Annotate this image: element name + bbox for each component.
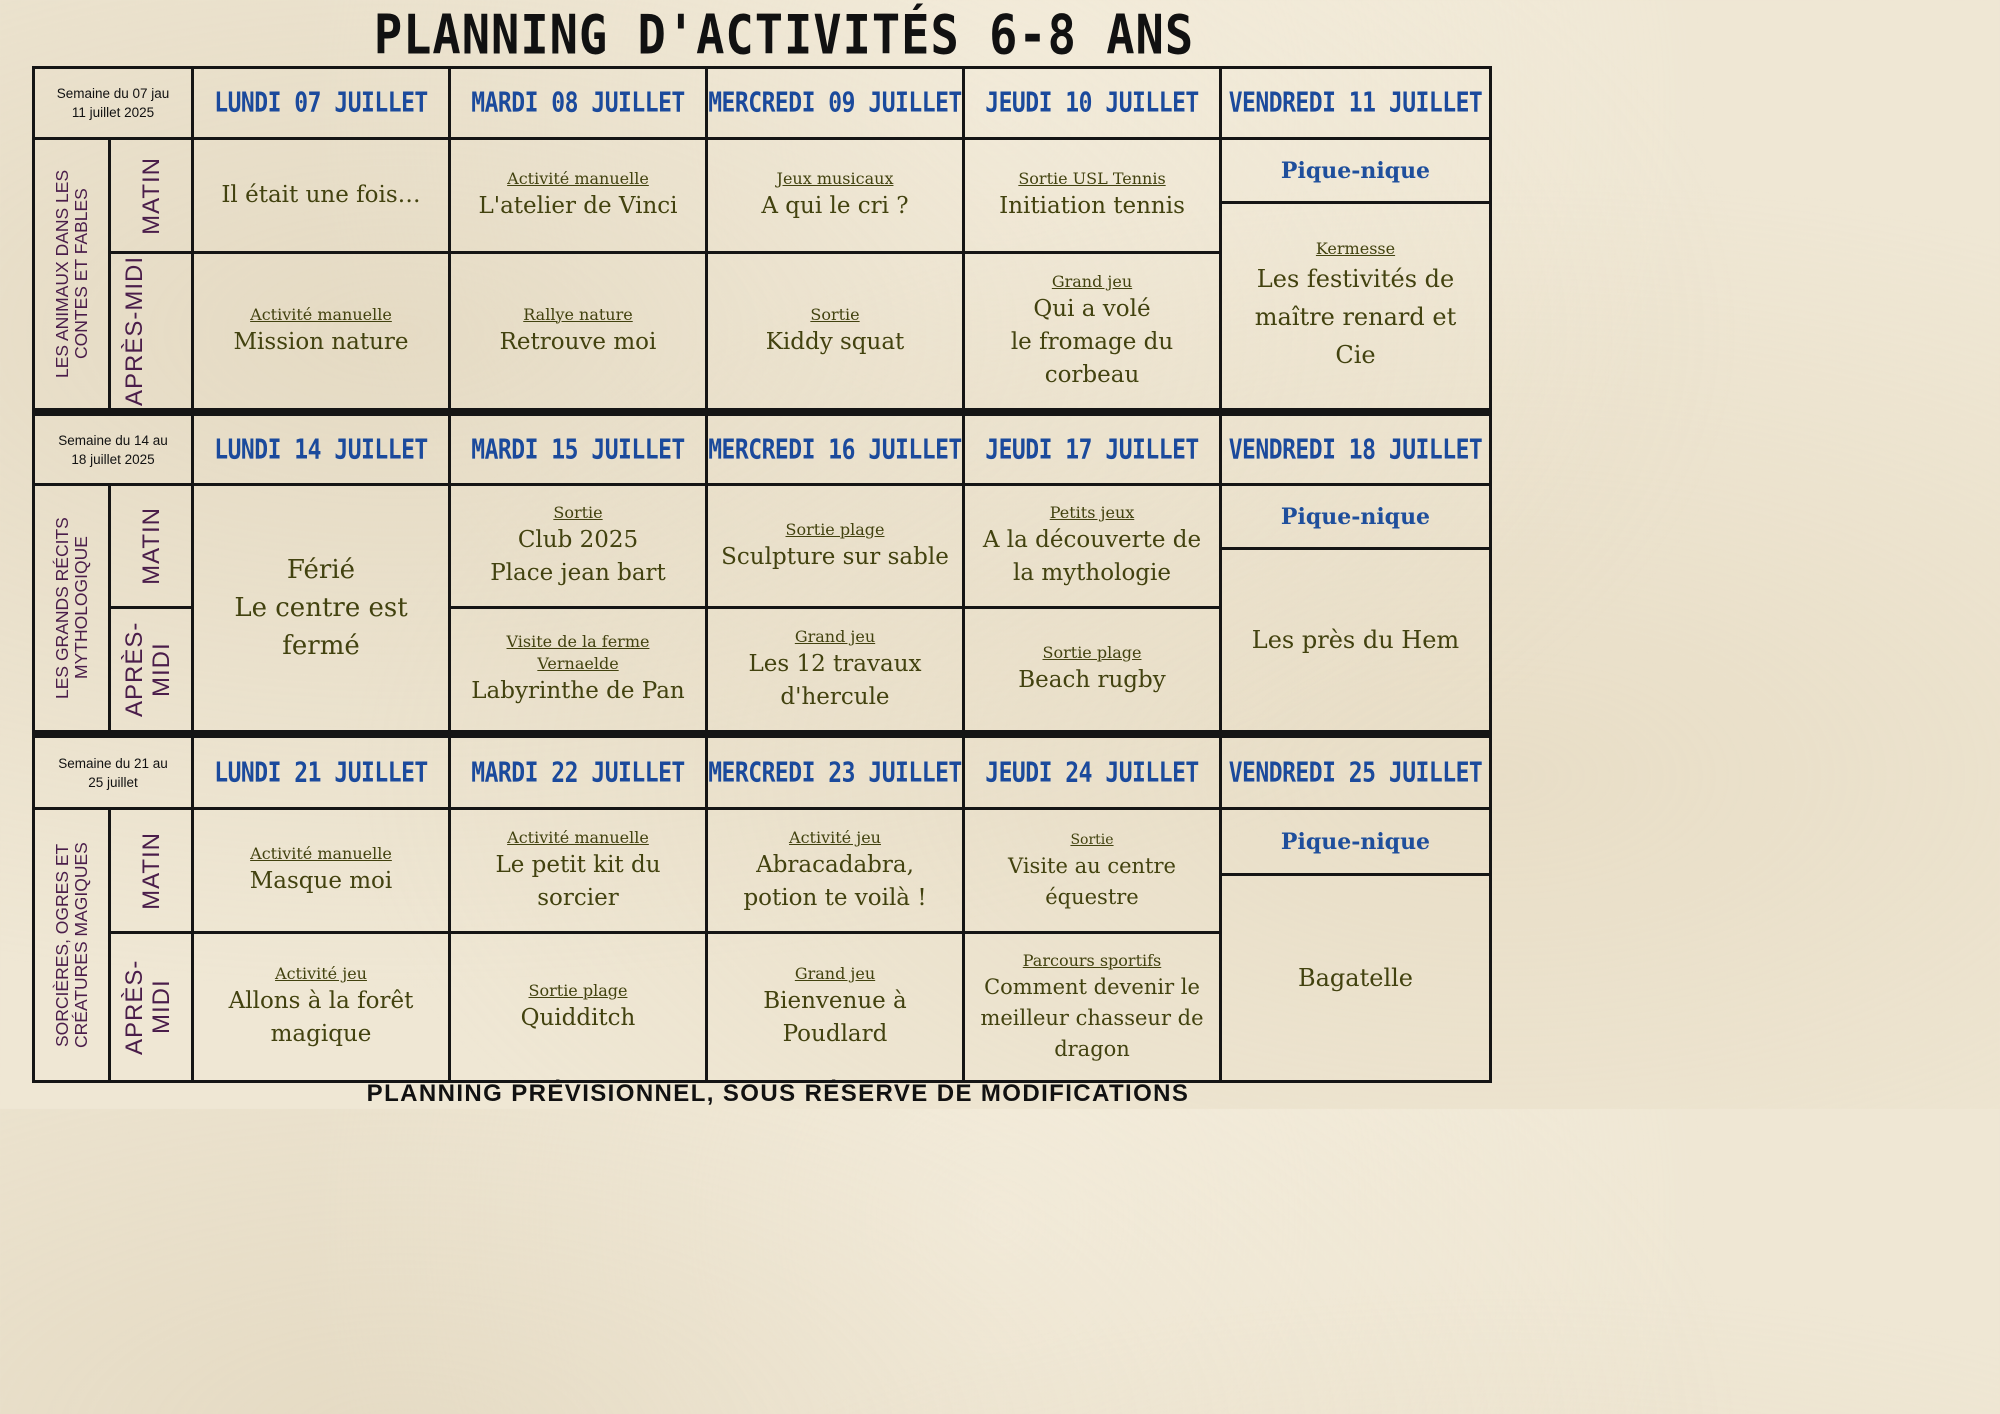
activity-title-line: meilleur chasseur de: [980, 1005, 1204, 1030]
activity-title-line: équestre: [1045, 884, 1139, 909]
week-theme-3: [32, 807, 111, 1083]
activity-cell: [705, 483, 965, 609]
activity-title: Retrouve moi: [499, 328, 657, 355]
period-label: APRÈS-MIDI: [121, 621, 175, 718]
activity-title-line: Bienvenue à: [763, 988, 907, 1014]
day-header: [962, 66, 1222, 140]
day-header-text: MERCREDI 16 JUILLET: [708, 433, 962, 466]
activity-title-line: Les festivités de: [1256, 265, 1455, 293]
period-label: APRÈS-MIDI: [121, 255, 148, 406]
holiday-cell: [191, 483, 451, 733]
activity-category: Sortie plage: [1042, 643, 1142, 662]
day-header: [705, 66, 965, 140]
day-header-text: VENDREDI 11 JUILLET: [1228, 87, 1483, 119]
activity-cell: [448, 251, 708, 411]
day-header-text: VENDREDI 18 JUILLET: [1228, 433, 1483, 466]
activity-cell: [962, 483, 1222, 609]
day-header-text: MERCREDI 23 JUILLET: [708, 756, 962, 789]
period-label: MATIN: [137, 507, 165, 585]
activity-title: Il était une fois…: [221, 182, 421, 208]
day-header-text: JEUDI 10 JUILLET: [985, 87, 1199, 119]
activity-cell: [705, 931, 965, 1083]
week-theme-text: LES GRANDS RÉCITS MYTHOLOGIQUE: [51, 517, 91, 699]
day-header-text: VENDREDI 25 JUILLET: [1228, 756, 1483, 789]
day-header: [448, 411, 708, 486]
picnic-cell: [1219, 807, 1492, 876]
activity-category: Sortie plage: [528, 980, 628, 1000]
activity-title-line: sorcier: [537, 884, 619, 911]
activity-category: Activité manuelle: [250, 844, 392, 863]
day-header: [1219, 733, 1492, 810]
activity-title-line: Poudlard: [782, 1021, 888, 1047]
activity-category: Activité jeu: [275, 964, 367, 983]
activity-category: Sortie plage: [785, 519, 885, 539]
activity-title: Quidditch: [520, 1004, 636, 1031]
activity-title-line: Les 12 travaux: [748, 650, 922, 677]
activity-title: Les près du Hem: [1251, 625, 1460, 654]
disclaimer-footer: PLANNING PRÉVISIONNEL, SOUS RÉSERVE DE MODIFICATIONS: [366, 1080, 1190, 1107]
activity-title: Beach rugby: [1018, 667, 1166, 693]
week-theme-text: LES ANIMAUX DANS LES CONTES ET FABLES: [51, 169, 91, 379]
activity-cell: [448, 807, 708, 934]
activity-title-line: le fromage du: [1010, 328, 1174, 355]
picnic-label: Pique-nique: [1280, 828, 1431, 855]
activity-title: Labyrinthe de Pan: [471, 678, 685, 704]
activity-title: Initiation tennis: [999, 193, 1185, 219]
activity-category: Jeux musicaux: [776, 169, 894, 188]
day-header: [705, 411, 965, 486]
period-afternoon: [108, 931, 194, 1083]
day-header: [705, 733, 965, 810]
activity-title: A qui le cri ?: [761, 193, 909, 219]
week-label-2: [32, 411, 194, 486]
activity-cell: [962, 807, 1222, 934]
activity-cell: [705, 137, 965, 254]
period-morning: [108, 483, 194, 609]
picnic-label: Pique-nique: [1280, 157, 1431, 184]
day-header-text: MERCREDI 09 JUILLET: [708, 87, 962, 119]
activity-title-line: Visite au centre: [1008, 853, 1176, 878]
activity-category: Grand jeu: [794, 626, 876, 646]
activity-title-line: Comment devenir le: [984, 974, 1200, 999]
activity-title-line: magique: [270, 1021, 372, 1047]
activity-category: Grand jeu: [794, 964, 876, 983]
activity-category: Kermesse: [1315, 239, 1396, 258]
activity-cell: [191, 931, 451, 1083]
activity-cell: [962, 931, 1222, 1083]
day-header: [1219, 66, 1492, 140]
activity-title-line: la mythologie: [1013, 560, 1171, 586]
day-header-text: MARDI 08 JUILLET: [471, 87, 685, 119]
activity-cell: [1219, 873, 1492, 1083]
week-label-text: Semaine du 07 jau 11 juillet 2025: [56, 86, 170, 120]
activity-title-line: Le petit kit du: [495, 851, 661, 878]
activity-cell: [1219, 547, 1492, 733]
activity-cell: [962, 606, 1222, 733]
week-theme-2: [32, 483, 111, 733]
day-header-text: JEUDI 24 JUILLET: [985, 756, 1199, 789]
page-title: PLANNING D'ACTIVITÉS 6-8 ANS: [373, 3, 1195, 68]
activity-title-line: Place jean bart: [490, 560, 666, 586]
activity-cell: [191, 251, 451, 411]
day-header-text: LUNDI 14 JUILLET: [214, 433, 428, 466]
activity-title: Bagatelle: [1297, 963, 1414, 992]
activity-title-line: A la découverte de: [982, 527, 1202, 553]
activity-category: Activité manuelle: [507, 169, 649, 188]
activity-category: Activité manuelle: [507, 827, 649, 847]
activity-title: Sculpture sur sable: [721, 543, 949, 570]
day-header-text: JEUDI 17 JUILLET: [985, 433, 1199, 466]
period-afternoon: [108, 251, 194, 411]
activity-cell: [962, 137, 1222, 254]
activity-title: L'atelier de Vinci: [478, 193, 678, 219]
day-header: [191, 733, 451, 810]
day-header: [448, 733, 708, 810]
period-afternoon: [108, 606, 194, 733]
week-theme-1: [32, 137, 111, 411]
picnic-cell: [1219, 137, 1492, 204]
activity-title: Kiddy squat: [765, 328, 905, 355]
week-label-3: [32, 733, 194, 810]
activity-title-line: Qui a volé: [1033, 295, 1151, 322]
day-header-text: LUNDI 07 JUILLET: [214, 87, 428, 119]
activity-title-line: Allons à la forêt: [228, 988, 414, 1014]
activity-cell: [448, 483, 708, 609]
activity-title-line: dragon: [1054, 1036, 1130, 1061]
holiday-line: fermé: [282, 631, 360, 661]
week-label-text: Semaine du 21 au 25 juillet: [58, 755, 168, 790]
activity-category: Activité jeu: [789, 827, 881, 847]
activity-title-line: Cie: [1335, 341, 1376, 369]
activity-cell: [191, 807, 451, 934]
activity-category: Sortie: [810, 304, 860, 324]
activity-title-line: corbeau: [1044, 361, 1140, 388]
day-header: [1219, 411, 1492, 486]
activity-category: Visite de la ferme Vernaelde: [506, 632, 650, 673]
day-header: [191, 411, 451, 486]
activity-title: Mission nature: [233, 328, 409, 355]
holiday-line: Le centre est: [234, 593, 408, 623]
activity-category: Sortie USL Tennis: [1018, 169, 1166, 188]
day-header: [448, 66, 708, 140]
activity-title-line: potion te voilà !: [743, 884, 927, 911]
period-morning: [108, 137, 194, 254]
activity-title-line: Abracadabra,: [756, 851, 914, 878]
activity-title-line: d'hercule: [780, 683, 890, 710]
activity-title-line: Club 2025: [517, 527, 639, 553]
holiday-line: Férié: [286, 555, 356, 585]
activity-category: Sortie: [553, 503, 603, 522]
activity-cell: [448, 137, 708, 254]
day-header-text: MARDI 15 JUILLET: [471, 433, 685, 466]
period-label: MATIN: [137, 156, 165, 235]
activity-cell: [705, 251, 965, 411]
activity-cell: [1219, 201, 1492, 411]
week-theme-text: SORCIÈRES, OGRES ET CRÉATURES MAGIQUES: [51, 842, 91, 1048]
activity-cell: [962, 251, 1222, 411]
day-header: [962, 411, 1222, 486]
picnic-label: Pique-nique: [1280, 503, 1431, 530]
activity-category: Rallye nature: [523, 304, 633, 324]
day-header: [191, 66, 451, 140]
activity-cell: [448, 606, 708, 733]
picnic-cell: [1219, 483, 1492, 550]
period-label: APRÈS-MIDI: [121, 959, 175, 1055]
activity-cell: [705, 807, 965, 934]
week-label-1: [32, 66, 194, 140]
day-header-text: LUNDI 21 JUILLET: [214, 756, 428, 789]
period-label: MATIN: [137, 831, 165, 910]
activity-cell: [448, 931, 708, 1083]
period-morning: [108, 807, 194, 934]
activity-cell: [191, 137, 451, 254]
activity-title: Masque moi: [249, 868, 393, 894]
day-header-text: MARDI 22 JUILLET: [471, 756, 685, 789]
activity-title-line: maître renard et: [1254, 303, 1457, 331]
activity-category: Parcours sportifs: [1022, 950, 1162, 970]
week-label-text: Semaine du 14 au 18 juillet 2025: [58, 432, 168, 467]
activity-cell: [705, 606, 965, 733]
activity-category: Sortie: [1070, 831, 1114, 848]
activity-category: Activité manuelle: [250, 304, 392, 324]
activity-category: Petits jeux: [1049, 503, 1135, 522]
day-header: [962, 733, 1222, 810]
activity-category: Grand jeu: [1051, 271, 1133, 291]
